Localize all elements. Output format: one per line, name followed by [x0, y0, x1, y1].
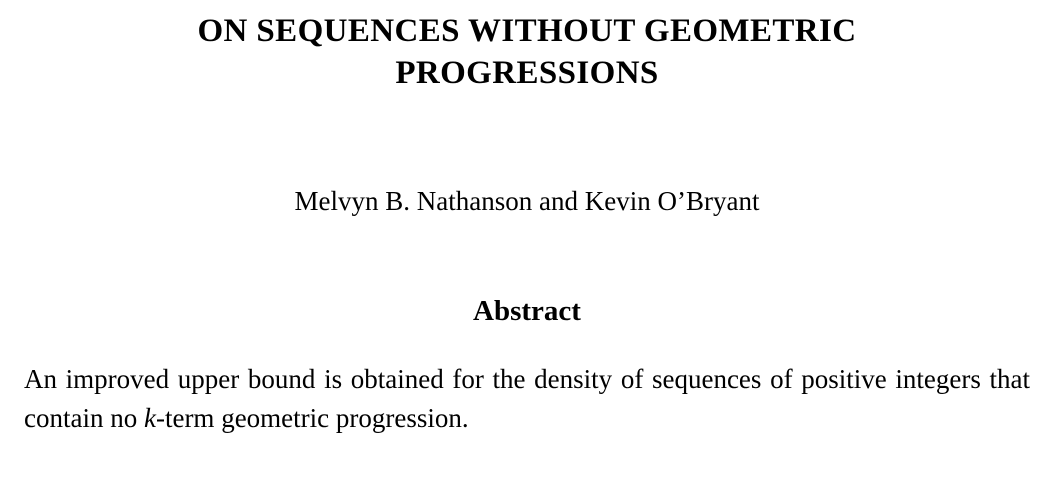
- page-title: ON SEQUENCES WITHOUT GEOMETRIC PROGRESSIONS: [197, 13, 857, 92]
- author-line: Melvyn B. Nathanson and Kevin O’Bryant: [294, 186, 760, 217]
- abstract-heading: Abstract: [473, 295, 581, 328]
- abstract-text-after-symbol: -term geometric progression.: [155, 402, 469, 433]
- paper-page: [0, 10, 1054, 477]
- abstract-body: [24, 360, 1030, 437]
- abstract-text-before-symbol: An improved upper bound is obtained for the density of sequences of positive integers that contain no: [24, 364, 1030, 433]
- abstract-math-symbol: k: [143, 402, 156, 433]
